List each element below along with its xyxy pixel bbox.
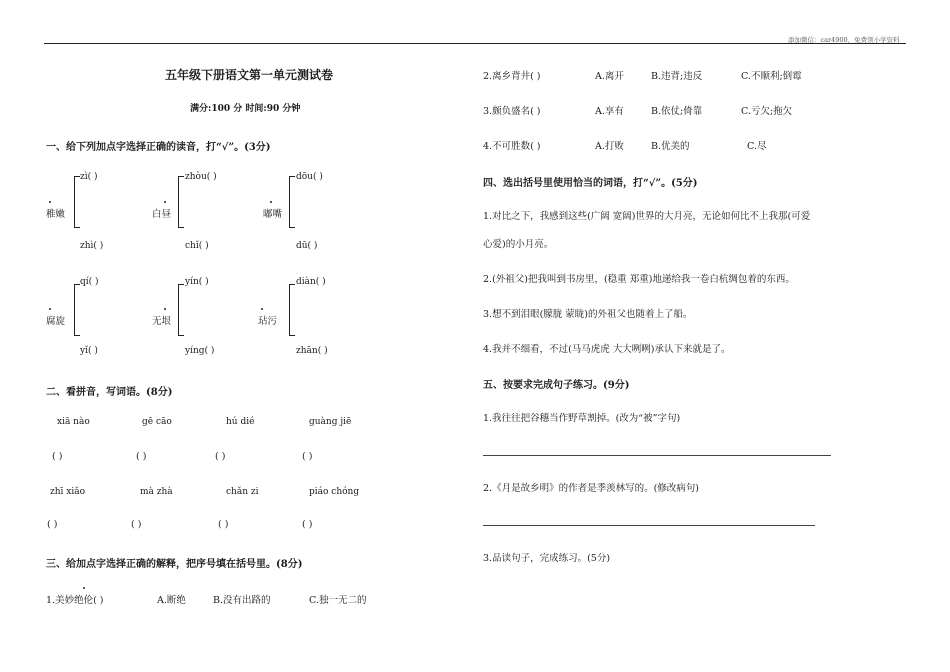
answer-blank[interactable]: ( ) [302,519,313,530]
question-stem: 3.颇负盛名( ) [483,106,541,117]
emphasis-dot [83,587,85,589]
pinyin-option: qí( ) [80,277,99,287]
pinyin-prompt: piáo chóng [309,487,360,497]
answer-line[interactable] [483,455,831,456]
section-1-heading: 一、给下列加点字选择正确的读音，打“√”。(3分) [46,142,271,153]
top-rule [44,43,906,44]
score-time: 满分:100 分 时间:90 分钟 [190,104,301,114]
pinyin-option: zì( ) [80,172,98,182]
question-stem: 1.美妙绝伦( ) [46,595,104,606]
option-a: A.享有 [595,106,624,117]
question-text: 1.我往往把谷穗当作野草割掉。(改为“被”字句) [483,413,681,424]
pinyin-option: diàn( ) [296,277,326,287]
target-word: 稚嫩 [46,209,66,220]
emphasis-dot [261,308,263,310]
target-word: 玷污 [258,316,278,327]
pinyin-bracket [178,284,184,336]
pinyin-bracket [289,284,295,336]
pinyin-option: zhòu( ) [185,172,217,182]
paper-title: 五年级下册语文第一单元测试卷 [165,68,334,82]
answer-blank[interactable]: ( ) [215,451,226,462]
emphasis-dot [270,201,272,203]
pinyin-bracket [74,284,80,336]
option-a: A.断绝 [157,595,186,606]
pinyin-option: dōu( ) [296,172,323,182]
option-b: B.依仗;倚靠 [651,106,703,117]
pinyin-bracket [178,176,184,228]
pinyin-option: chǐ( ) [185,241,209,251]
option-a: A.离开 [595,71,624,82]
pinyin-prompt: hú dié [226,417,255,427]
question-text: 2.(外祖父)把我叫到书房里，(稳重 郑重)地递给我一卷白杭绸包着的东西。 [483,274,795,285]
option-b: B.没有出路的 [213,595,271,606]
pinyin-option: yín( ) [185,277,209,287]
answer-line[interactable] [483,525,815,526]
emphasis-dot [49,308,51,310]
pinyin-prompt: chǎn zi [226,487,259,497]
answer-blank[interactable]: ( ) [131,519,142,530]
pinyin-bracket [289,176,295,228]
pinyin-prompt: gē cāo [142,417,172,427]
pinyin-prompt: xiā nào [57,417,90,427]
emphasis-dot [164,201,166,203]
pinyin-option: zhì( ) [80,241,104,251]
answer-blank[interactable]: ( ) [218,519,229,530]
pinyin-option: yíng( ) [185,346,215,356]
question-stem: 2.离乡背井( ) [483,71,541,82]
pinyin-option: yǐ( ) [80,346,98,356]
answer-blank[interactable]: ( ) [47,519,58,530]
target-word: 嘟嘴 [263,209,283,220]
pinyin-prompt: mà zhà [140,487,173,497]
target-word: 腐旋 [46,316,66,327]
option-b: B.违背;违反 [651,71,703,82]
question-text: 心爱)的小月亮。 [483,239,554,250]
section-3-heading: 三、给加点字选择正确的解释，把序号填在括号里。(8分) [46,559,303,570]
watermark-text: 添加微信：car4900，免费领小学资料 [788,36,900,44]
question-text: 3.品读句子，完成练习。(5分) [483,553,611,564]
option-b: B.优美的 [651,141,690,152]
section-4-heading: 四、选出括号里使用恰当的词语，打“√”。(5分) [483,178,698,189]
pinyin-option: zhān( ) [296,346,328,356]
pinyin-prompt: zhī xiǎo [50,487,86,497]
option-a: A.打败 [595,141,624,152]
section-2-heading: 二、看拼音，写词语。(8分) [46,387,173,398]
answer-blank[interactable]: ( ) [52,451,63,462]
question-stem: 4.不可胜数( ) [483,141,541,152]
answer-blank[interactable]: ( ) [302,451,313,462]
pinyin-prompt: guàng jiē [309,417,352,427]
emphasis-dot [164,308,166,310]
question-text: 1.对比之下，我感到这些(广阔 宽阔)世界的大月亮，无论如何比不上我那(可爱 [483,211,811,222]
target-word: 无垠 [152,316,172,327]
answer-blank[interactable]: ( ) [136,451,147,462]
question-text: 4.我并不细看，不过(马马虎虎 大大咧咧)承认下来就是了。 [483,344,731,355]
option-c: C.不顺利;倒霉 [741,71,802,82]
pinyin-bracket [74,176,80,228]
question-text: 2.《月是故乡明》的作者是季羡林写的。(修改病句) [483,483,699,494]
emphasis-dot [49,201,51,203]
option-c: C.尽 [747,141,767,152]
option-c: C.独一无二的 [309,595,367,606]
question-text: 3.想不到泪眼(朦胧 蒙眬)的外祖父也随着上了船。 [483,309,693,320]
option-c: C.亏欠;拖欠 [741,106,793,117]
pinyin-option: dū( ) [296,241,318,251]
section-5-heading: 五、按要求完成句子练习。(9分) [483,380,630,391]
target-word: 白昼 [152,209,172,220]
